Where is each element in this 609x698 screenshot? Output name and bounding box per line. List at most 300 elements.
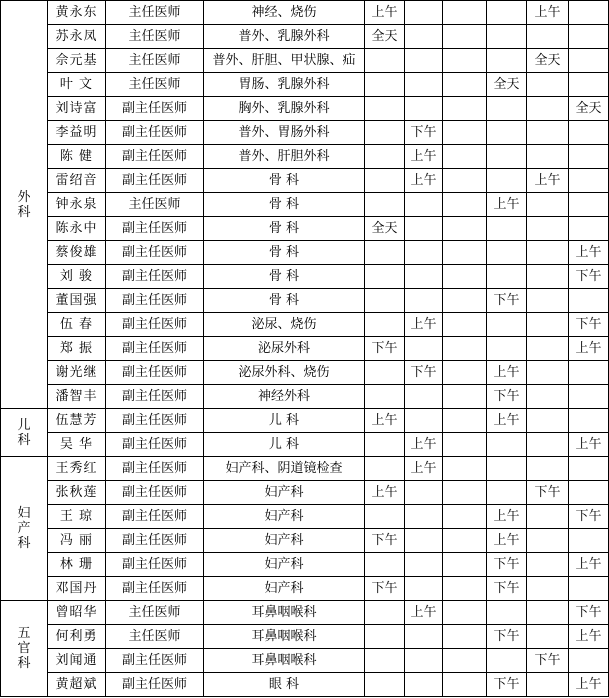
schedule-cell bbox=[569, 73, 609, 97]
schedule-cell bbox=[405, 241, 443, 265]
doctor-row bbox=[1, 577, 609, 601]
schedule-cell bbox=[443, 361, 487, 385]
schedule-cell: 上午 bbox=[405, 145, 443, 169]
schedule-cell bbox=[443, 145, 487, 169]
schedule-cell bbox=[569, 193, 609, 217]
schedule-cell bbox=[527, 673, 569, 697]
doctor-specialty: 胸外、乳腺外科 bbox=[204, 97, 365, 121]
doctor-title: 副主任医师 bbox=[106, 457, 204, 481]
doctor-name: 董国强 bbox=[48, 289, 106, 313]
doctor-title: 副主任医师 bbox=[106, 673, 204, 697]
department-label-char: 科 bbox=[17, 204, 31, 220]
doctor-row bbox=[1, 25, 609, 49]
doctor-specialty: 普外、乳腺外科 bbox=[204, 25, 365, 49]
doctor-specialty: 儿 科 bbox=[204, 409, 365, 433]
doctor-specialty: 神经、烧伤 bbox=[204, 1, 365, 25]
doctor-specialty: 耳鼻咽喉科 bbox=[204, 625, 365, 649]
schedule-cell bbox=[443, 433, 487, 457]
schedule-cell bbox=[527, 145, 569, 169]
schedule-cell bbox=[487, 433, 527, 457]
schedule-cell bbox=[527, 553, 569, 577]
schedule-cell bbox=[569, 25, 609, 49]
schedule-cell bbox=[443, 457, 487, 481]
schedule-cell bbox=[443, 193, 487, 217]
schedule-cell bbox=[365, 361, 405, 385]
doctor-title: 副主任医师 bbox=[106, 649, 204, 673]
schedule-cell bbox=[405, 649, 443, 673]
doctor-name: 叶 文 bbox=[48, 73, 106, 97]
doctor-title: 主任医师 bbox=[106, 25, 204, 49]
schedule-cell bbox=[487, 481, 527, 505]
department-label-char: 科 bbox=[17, 536, 31, 551]
schedule-cell: 下午 bbox=[527, 649, 569, 673]
doctor-title: 副主任医师 bbox=[106, 577, 204, 601]
schedule-cell bbox=[487, 25, 527, 49]
schedule-cell bbox=[405, 193, 443, 217]
schedule-cell bbox=[443, 217, 487, 241]
schedule-cell: 上午 bbox=[569, 553, 609, 577]
doctor-specialty: 骨 科 bbox=[204, 241, 365, 265]
doctor-row bbox=[1, 265, 609, 289]
schedule-cell bbox=[443, 121, 487, 145]
schedule-cell bbox=[365, 241, 405, 265]
department-label-char: 外 bbox=[17, 189, 31, 205]
doctor-name: 王 琼 bbox=[48, 505, 106, 529]
schedule-cell bbox=[569, 217, 609, 241]
doctor-title: 主任医师 bbox=[106, 73, 204, 97]
schedule-cell bbox=[527, 313, 569, 337]
schedule-cell: 上午 bbox=[365, 1, 405, 25]
schedule-cell bbox=[569, 49, 609, 73]
schedule-cell: 上午 bbox=[487, 529, 527, 553]
schedule-cell bbox=[365, 73, 405, 97]
department-label-char: 儿 bbox=[17, 417, 31, 433]
doctor-row bbox=[1, 217, 609, 241]
schedule-cell bbox=[365, 145, 405, 169]
schedule-cell bbox=[569, 385, 609, 409]
doctor-title: 副主任医师 bbox=[106, 217, 204, 241]
department-label-char: 官 bbox=[17, 641, 31, 656]
schedule-cell bbox=[443, 265, 487, 289]
schedule-cell bbox=[365, 505, 405, 529]
schedule-cell: 上午 bbox=[487, 361, 527, 385]
schedule-cell bbox=[365, 649, 405, 673]
doctor-row bbox=[1, 625, 609, 649]
schedule-cell bbox=[569, 145, 609, 169]
schedule-cell bbox=[443, 49, 487, 73]
schedule-cell bbox=[527, 217, 569, 241]
schedule-cell bbox=[569, 529, 609, 553]
doctor-name: 吴 华 bbox=[48, 433, 106, 457]
schedule-cell bbox=[527, 25, 569, 49]
schedule-cell: 全天 bbox=[365, 217, 405, 241]
schedule-cell bbox=[487, 265, 527, 289]
department-cell bbox=[1, 409, 48, 457]
schedule-cell: 下午 bbox=[365, 577, 405, 601]
doctor-name: 潘智丰 bbox=[48, 385, 106, 409]
schedule-cell bbox=[365, 553, 405, 577]
schedule-cell bbox=[405, 505, 443, 529]
doctor-name: 张秋莲 bbox=[48, 481, 106, 505]
schedule-cell: 上午 bbox=[405, 457, 443, 481]
schedule-cell bbox=[527, 625, 569, 649]
doctor-specialty: 骨 科 bbox=[204, 289, 365, 313]
schedule-cell: 全天 bbox=[365, 25, 405, 49]
doctor-specialty: 耳鼻咽喉科 bbox=[204, 649, 365, 673]
schedule-cell: 下午 bbox=[487, 385, 527, 409]
doctor-specialty: 骨 科 bbox=[204, 265, 365, 289]
doctor-name: 黄超斌 bbox=[48, 673, 106, 697]
schedule-cell bbox=[405, 409, 443, 433]
schedule-cell bbox=[365, 457, 405, 481]
doctor-name: 伍 春 bbox=[48, 313, 106, 337]
doctor-title: 主任医师 bbox=[106, 625, 204, 649]
doctor-specialty: 普外、肝胆外科 bbox=[204, 145, 365, 169]
schedule-cell: 下午 bbox=[405, 361, 443, 385]
schedule-cell bbox=[443, 649, 487, 673]
department-label-char: 科 bbox=[17, 656, 31, 671]
doctor-row bbox=[1, 289, 609, 313]
schedule-cell: 全天 bbox=[569, 97, 609, 121]
doctor-name: 谢光继 bbox=[48, 361, 106, 385]
schedule-cell: 下午 bbox=[487, 673, 527, 697]
schedule-cell bbox=[569, 457, 609, 481]
schedule-cell bbox=[443, 505, 487, 529]
schedule-cell bbox=[405, 481, 443, 505]
doctor-specialty: 妇产科、阴道镜检查 bbox=[204, 457, 365, 481]
doctor-row bbox=[1, 337, 609, 361]
schedule-cell: 下午 bbox=[487, 553, 527, 577]
doctor-name: 钟永泉 bbox=[48, 193, 106, 217]
schedule-cell: 上午 bbox=[405, 313, 443, 337]
schedule-cell: 上午 bbox=[365, 409, 405, 433]
doctor-title: 副主任医师 bbox=[106, 361, 204, 385]
schedule-cell bbox=[487, 169, 527, 193]
schedule-cell bbox=[527, 601, 569, 625]
schedule-cell bbox=[365, 601, 405, 625]
schedule-cell bbox=[527, 97, 569, 121]
schedule-cell bbox=[405, 49, 443, 73]
doctor-specialty: 妇产科 bbox=[204, 553, 365, 577]
schedule-cell bbox=[487, 337, 527, 361]
doctor-specialty: 妇产科 bbox=[204, 529, 365, 553]
schedule-cell bbox=[405, 625, 443, 649]
doctor-specialty: 骨 科 bbox=[204, 217, 365, 241]
doctor-row bbox=[1, 145, 609, 169]
schedule-cell bbox=[405, 265, 443, 289]
doctor-specialty: 儿 科 bbox=[204, 433, 365, 457]
schedule-cell: 上午 bbox=[527, 1, 569, 25]
schedule-cell: 下午 bbox=[569, 505, 609, 529]
doctor-specialty: 胃肠、乳腺外科 bbox=[204, 73, 365, 97]
schedule-cell bbox=[527, 409, 569, 433]
doctor-row bbox=[1, 601, 609, 625]
schedule-cell bbox=[527, 457, 569, 481]
schedule-cell bbox=[443, 73, 487, 97]
schedule-cell bbox=[487, 457, 527, 481]
schedule-cell bbox=[405, 25, 443, 49]
doctor-name: 陈 健 bbox=[48, 145, 106, 169]
doctor-row bbox=[1, 313, 609, 337]
schedule-cell: 上午 bbox=[569, 673, 609, 697]
schedule-cell bbox=[443, 529, 487, 553]
doctor-name: 林 珊 bbox=[48, 553, 106, 577]
schedule-cell bbox=[405, 553, 443, 577]
schedule-cell bbox=[365, 265, 405, 289]
schedule-cell bbox=[487, 601, 527, 625]
schedule-cell bbox=[443, 673, 487, 697]
schedule-cell bbox=[527, 505, 569, 529]
schedule-cell: 全天 bbox=[527, 49, 569, 73]
schedule-cell bbox=[443, 25, 487, 49]
schedule-cell bbox=[443, 481, 487, 505]
schedule-cell bbox=[443, 601, 487, 625]
schedule-cell bbox=[487, 649, 527, 673]
schedule-cell: 上午 bbox=[405, 433, 443, 457]
schedule-cell bbox=[443, 241, 487, 265]
doctor-name: 刘诗富 bbox=[48, 97, 106, 121]
doctor-row bbox=[1, 73, 609, 97]
schedule-cell bbox=[405, 529, 443, 553]
schedule-cell bbox=[443, 553, 487, 577]
schedule-cell bbox=[405, 577, 443, 601]
doctor-title: 副主任医师 bbox=[106, 409, 204, 433]
doctor-title: 主任医师 bbox=[106, 1, 204, 25]
doctor-row bbox=[1, 241, 609, 265]
schedule-cell bbox=[443, 385, 487, 409]
schedule-cell bbox=[487, 241, 527, 265]
doctor-title: 副主任医师 bbox=[106, 265, 204, 289]
doctor-specialty: 泌尿外科 bbox=[204, 337, 365, 361]
doctor-title: 副主任医师 bbox=[106, 529, 204, 553]
schedule-cell: 上午 bbox=[487, 409, 527, 433]
doctor-name: 蔡俊雄 bbox=[48, 241, 106, 265]
doctor-specialty: 普外、肝胆、甲状腺、疝 bbox=[204, 49, 365, 73]
doctor-specialty: 骨 科 bbox=[204, 193, 365, 217]
doctor-title: 副主任医师 bbox=[106, 313, 204, 337]
doctor-title: 副主任医师 bbox=[106, 97, 204, 121]
schedule-cell: 上午 bbox=[569, 337, 609, 361]
doctor-specialty: 泌尿外科、烧伤 bbox=[204, 361, 365, 385]
schedule-cell bbox=[527, 193, 569, 217]
doctor-specialty: 泌尿、烧伤 bbox=[204, 313, 365, 337]
schedule-cell bbox=[405, 73, 443, 97]
schedule-cell bbox=[487, 217, 527, 241]
schedule-cell bbox=[405, 1, 443, 25]
doctor-row bbox=[1, 505, 609, 529]
doctor-title: 副主任医师 bbox=[106, 145, 204, 169]
doctor-row bbox=[1, 553, 609, 577]
schedule-cell: 上午 bbox=[487, 193, 527, 217]
doctor-row bbox=[1, 529, 609, 553]
doctor-name: 郑 振 bbox=[48, 337, 106, 361]
doctor-name: 佘元基 bbox=[48, 49, 106, 73]
schedule-cell: 上午 bbox=[365, 481, 405, 505]
doctor-specialty: 妇产科 bbox=[204, 481, 365, 505]
schedule-cell: 上午 bbox=[569, 241, 609, 265]
doctor-name: 苏永凤 bbox=[48, 25, 106, 49]
schedule-cell bbox=[443, 97, 487, 121]
schedule-cell bbox=[527, 433, 569, 457]
schedule-cell: 下午 bbox=[365, 337, 405, 361]
doctor-name: 陈永中 bbox=[48, 217, 106, 241]
schedule-cell bbox=[443, 625, 487, 649]
schedule-cell bbox=[365, 289, 405, 313]
schedule-cell bbox=[365, 625, 405, 649]
doctor-row bbox=[1, 385, 609, 409]
doctor-row bbox=[1, 673, 609, 697]
schedule-cell bbox=[527, 529, 569, 553]
doctor-title: 副主任医师 bbox=[106, 433, 204, 457]
schedule-cell: 全天 bbox=[487, 73, 527, 97]
doctor-title: 副主任医师 bbox=[106, 289, 204, 313]
schedule-cell bbox=[443, 313, 487, 337]
schedule-cell: 下午 bbox=[569, 313, 609, 337]
doctor-title: 主任医师 bbox=[106, 193, 204, 217]
doctor-specialty: 神经外科 bbox=[204, 385, 365, 409]
schedule-cell bbox=[487, 313, 527, 337]
schedule-cell bbox=[569, 577, 609, 601]
schedule-cell: 上午 bbox=[487, 505, 527, 529]
schedule-cell bbox=[405, 97, 443, 121]
schedule-cell bbox=[443, 169, 487, 193]
doctor-name: 邓国丹 bbox=[48, 577, 106, 601]
schedule-cell: 下午 bbox=[365, 529, 405, 553]
schedule-cell: 上午 bbox=[405, 601, 443, 625]
doctor-title: 副主任医师 bbox=[106, 553, 204, 577]
schedule-cell: 下午 bbox=[487, 625, 527, 649]
schedule-cell bbox=[443, 289, 487, 313]
schedule-cell bbox=[405, 289, 443, 313]
doctor-row bbox=[1, 121, 609, 145]
doctor-name: 冯 丽 bbox=[48, 529, 106, 553]
schedule-cell: 下午 bbox=[405, 121, 443, 145]
schedule-cell bbox=[365, 385, 405, 409]
doctor-name: 刘 骏 bbox=[48, 265, 106, 289]
doctor-title: 副主任医师 bbox=[106, 505, 204, 529]
schedule-cell bbox=[405, 337, 443, 361]
doctor-row bbox=[1, 193, 609, 217]
doctor-name: 李益明 bbox=[48, 121, 106, 145]
doctor-title: 主任医师 bbox=[106, 601, 204, 625]
doctor-name: 雷绍音 bbox=[48, 169, 106, 193]
doctor-name: 刘闻通 bbox=[48, 649, 106, 673]
schedule-cell: 上午 bbox=[569, 433, 609, 457]
schedule-cell bbox=[487, 1, 527, 25]
schedule-cell bbox=[365, 313, 405, 337]
doctor-specialty: 耳鼻咽喉科 bbox=[204, 601, 365, 625]
department-cell bbox=[1, 601, 48, 697]
schedule-cell bbox=[569, 361, 609, 385]
schedule-cell: 下午 bbox=[569, 265, 609, 289]
doctor-name: 曾昭华 bbox=[48, 601, 106, 625]
doctor-row bbox=[1, 457, 609, 481]
schedule-cell bbox=[365, 673, 405, 697]
doctor-name: 黄永东 bbox=[48, 1, 106, 25]
schedule-cell bbox=[569, 481, 609, 505]
schedule-cell bbox=[443, 1, 487, 25]
schedule-cell bbox=[443, 337, 487, 361]
doctor-row bbox=[1, 409, 609, 433]
schedule-cell bbox=[527, 289, 569, 313]
doctor-row bbox=[1, 361, 609, 385]
schedule-cell bbox=[527, 337, 569, 361]
schedule-cell bbox=[569, 1, 609, 25]
doctor-row bbox=[1, 49, 609, 73]
schedule-cell bbox=[487, 121, 527, 145]
doctor-title: 副主任医师 bbox=[106, 169, 204, 193]
schedule-cell bbox=[569, 649, 609, 673]
department-cell bbox=[1, 457, 48, 601]
doctor-specialty: 妇产科 bbox=[204, 505, 365, 529]
schedule-cell bbox=[569, 169, 609, 193]
schedule-cell bbox=[569, 409, 609, 433]
schedule-cell bbox=[527, 121, 569, 145]
schedule-cell: 下午 bbox=[487, 289, 527, 313]
schedule-cell: 下午 bbox=[487, 577, 527, 601]
department-label-char: 五 bbox=[17, 626, 31, 641]
department-label-char: 科 bbox=[17, 432, 31, 448]
schedule-cell bbox=[405, 385, 443, 409]
department-cell bbox=[1, 1, 48, 409]
department-label-char: 产 bbox=[17, 521, 31, 536]
doctor-title: 副主任医师 bbox=[106, 121, 204, 145]
schedule-cell bbox=[365, 193, 405, 217]
doctor-specialty: 普外、胃肠外科 bbox=[204, 121, 365, 145]
schedule-cell bbox=[365, 169, 405, 193]
doctor-specialty: 妇产科 bbox=[204, 577, 365, 601]
doctor-title: 主任医师 bbox=[106, 49, 204, 73]
doctor-name: 伍慧芳 bbox=[48, 409, 106, 433]
doctor-row bbox=[1, 169, 609, 193]
schedule-body bbox=[1, 1, 609, 697]
doctor-row bbox=[1, 649, 609, 673]
schedule-cell bbox=[365, 97, 405, 121]
schedule-cell bbox=[487, 145, 527, 169]
schedule-cell bbox=[405, 217, 443, 241]
doctor-name: 王秀红 bbox=[48, 457, 106, 481]
schedule-cell bbox=[487, 97, 527, 121]
schedule-cell bbox=[405, 673, 443, 697]
doctor-row bbox=[1, 97, 609, 121]
schedule-cell: 下午 bbox=[569, 601, 609, 625]
schedule-cell bbox=[365, 49, 405, 73]
department-label-char: 妇 bbox=[17, 506, 31, 521]
doctor-specialty: 眼 科 bbox=[204, 673, 365, 697]
schedule-cell: 上午 bbox=[527, 169, 569, 193]
schedule-cell bbox=[365, 121, 405, 145]
doctor-specialty: 骨 科 bbox=[204, 169, 365, 193]
doctor-row bbox=[1, 433, 609, 457]
schedule-cell: 上午 bbox=[405, 169, 443, 193]
schedule-cell bbox=[443, 577, 487, 601]
schedule-cell bbox=[569, 289, 609, 313]
schedule-cell bbox=[527, 361, 569, 385]
doctor-title: 副主任医师 bbox=[106, 481, 204, 505]
schedule-cell bbox=[569, 121, 609, 145]
schedule-cell bbox=[527, 577, 569, 601]
schedule-cell bbox=[527, 385, 569, 409]
schedule-cell bbox=[365, 433, 405, 457]
doctor-row bbox=[1, 1, 609, 25]
schedule-cell bbox=[527, 241, 569, 265]
doctor-name: 何利勇 bbox=[48, 625, 106, 649]
doctor-title: 副主任医师 bbox=[106, 385, 204, 409]
schedule-cell bbox=[443, 409, 487, 433]
schedule-cell bbox=[527, 73, 569, 97]
schedule-cell bbox=[527, 265, 569, 289]
schedule-cell bbox=[487, 49, 527, 73]
